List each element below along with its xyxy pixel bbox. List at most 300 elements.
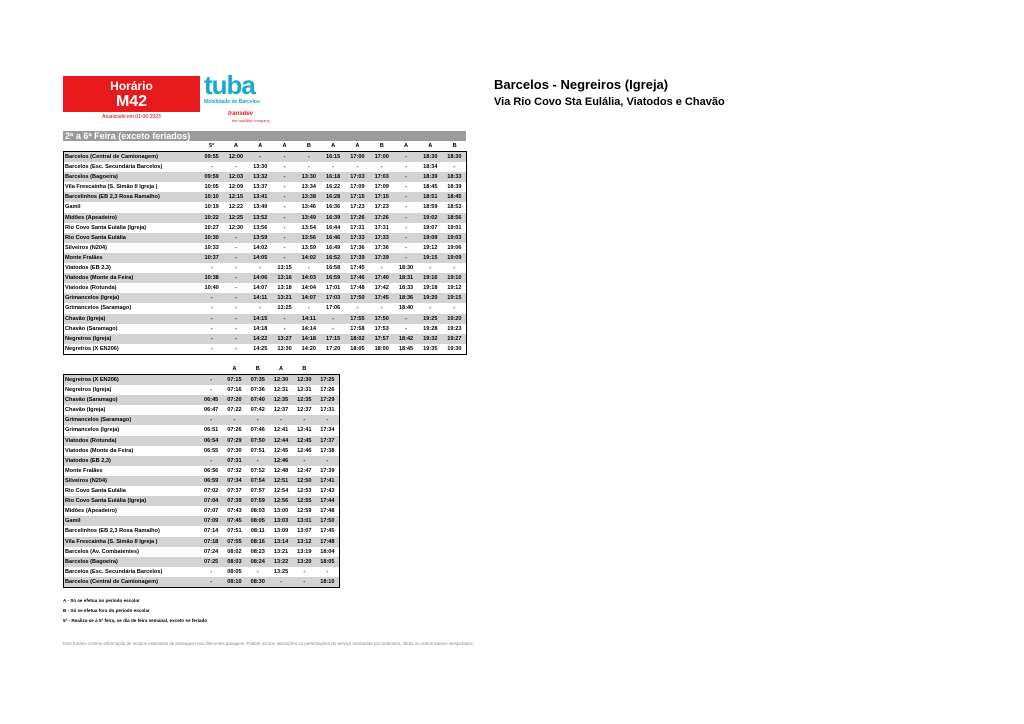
column-header: A [258, 143, 263, 149]
departure-time: 12:46 [269, 456, 292, 466]
departure-time: 17:53 [374, 325, 389, 332]
table-row [64, 567, 340, 577]
departure-time: - [210, 305, 213, 312]
departure-time: 17:58 [350, 325, 365, 332]
departure-time: - [405, 325, 407, 332]
stop-name: Monte Fralães [64, 253, 200, 263]
departure-time: 06:56 [203, 467, 219, 474]
table-row [64, 395, 340, 405]
departure-time: 07:20 [223, 395, 246, 405]
departure-time: - [356, 164, 359, 171]
departure-time: 18:30 [398, 265, 414, 272]
departure-time: - [246, 415, 269, 425]
column-header: 5ª [209, 143, 215, 149]
departure-time: 18:33 [442, 172, 466, 182]
departure-time: 14:14 [301, 325, 316, 332]
departure-time: 07:24 [203, 548, 219, 555]
table-row [64, 466, 340, 476]
departure-time: 18:45 [423, 184, 438, 191]
departure-time: 19:27 [442, 334, 466, 344]
departure-time: 07:26 [227, 427, 242, 434]
departure-time: 17:41 [316, 476, 339, 486]
departure-time: 19:18 [423, 285, 438, 292]
departure-time: 17:01 [325, 285, 341, 292]
departure-time: 18:40 [398, 305, 414, 312]
stop-name: Viatodos (EB 2,3) [65, 265, 111, 272]
departure-time: - [453, 164, 456, 171]
departure-time: 19:06 [447, 244, 462, 251]
departure-time: 13:49 [297, 213, 321, 223]
column-header [200, 365, 223, 375]
departure-time: - [293, 577, 316, 588]
column-header: B [302, 366, 307, 372]
header-spacer [64, 365, 200, 375]
departure-time: 07:04 [200, 496, 223, 506]
departure-time: 13:56 [253, 224, 268, 231]
departure-time: 19:30 [447, 345, 462, 352]
departure-time: 12:22 [228, 204, 244, 211]
stop-name: Viatodos (Monte da Feira) [64, 273, 200, 283]
departure-time: 12:45 [293, 436, 316, 446]
departure-time: - [307, 164, 310, 171]
departure-time: 12:03 [224, 172, 248, 182]
departure-time: 12:55 [293, 496, 316, 506]
departure-time: 17:06 [325, 305, 341, 312]
stop-name: Rio Covo Santa Eulália (Igreja) [64, 496, 200, 506]
table-row [64, 405, 340, 415]
departure-time: 19:01 [447, 224, 462, 231]
departure-time: 17:31 [350, 224, 365, 231]
departure-time: 16:15 [321, 152, 345, 163]
stop-name: Viatodos (Rotunda) [65, 285, 117, 292]
departure-time: 07:30 [227, 447, 242, 454]
departure-time: 18:56 [442, 213, 466, 223]
column-header [316, 365, 339, 375]
departure-time: 07:45 [223, 516, 246, 526]
departure-time: 07:02 [203, 488, 219, 495]
departure-time: 19:07 [423, 224, 438, 231]
departure-time: - [297, 152, 321, 163]
departure-time: 16:28 [321, 192, 345, 202]
table-row [64, 253, 467, 263]
departure-time: - [200, 314, 224, 324]
column-header: A [428, 143, 433, 149]
departure-time: 17:26 [370, 213, 394, 223]
departure-time: - [269, 577, 292, 588]
departure-time: - [224, 314, 248, 324]
departure-time: - [235, 325, 237, 332]
departure-time: 19:02 [418, 213, 442, 223]
stop-name: Grimancelos (Saramago) [65, 305, 132, 312]
departure-time: 07:07 [203, 508, 219, 515]
departure-time: - [405, 164, 407, 171]
table-row [64, 243, 467, 253]
departure-time: 10:40 [204, 285, 219, 292]
section-title: 2ª a 6ª Feira (exceto feriados) [63, 131, 466, 141]
departure-time: - [316, 415, 339, 425]
table-row [64, 547, 340, 557]
table-row [64, 446, 340, 456]
departure-time: 07:18 [200, 537, 223, 547]
departure-time: 12:46 [297, 447, 312, 454]
stop-name: Viatodos (Rotunda) [64, 436, 200, 446]
departure-time: - [224, 334, 248, 344]
departure-time: 12:09 [228, 184, 244, 191]
departure-time: 14:06 [248, 273, 272, 283]
departure-time: 07:51 [250, 447, 265, 454]
table-row [64, 537, 340, 547]
departure-time: - [210, 568, 213, 575]
departure-time: 17:40 [370, 273, 394, 283]
departure-time: 19:32 [418, 334, 442, 344]
departure-time: 13:54 [301, 224, 316, 231]
departure-time: 18:31 [394, 273, 418, 283]
departure-time: 18:05 [316, 557, 339, 567]
departure-time: - [326, 568, 329, 575]
departure-time: 07:14 [203, 528, 219, 535]
departure-time: - [210, 164, 213, 171]
departure-time: 07:40 [246, 395, 269, 405]
departure-time: 08:24 [246, 557, 269, 567]
departure-time: - [272, 213, 296, 223]
departure-time: 13:03 [269, 516, 292, 526]
column-header: B [255, 366, 260, 372]
departure-time: - [272, 233, 296, 243]
departure-time: 17:39 [320, 467, 335, 474]
departure-time: 08:05 [246, 516, 269, 526]
departure-time: 17:50 [316, 516, 339, 526]
departure-time: 13:37 [253, 184, 268, 191]
stop-name: Vila Frescainha (S. Simão II Igreja ) [65, 184, 158, 191]
departure-time: - [405, 224, 407, 231]
stop-name: Rio Covo Santa Eulália (Igreja) [65, 224, 147, 231]
departure-time: - [321, 314, 345, 324]
departure-time: 13:15 [277, 265, 292, 272]
departure-time: 12:51 [269, 476, 292, 486]
departure-time: 18:30 [442, 152, 466, 163]
departure-time: 19:03 [442, 233, 466, 243]
departure-time: 17:48 [350, 285, 365, 292]
departure-time: - [283, 204, 286, 211]
departure-time: 17:48 [316, 537, 339, 547]
departure-time: 17:44 [316, 496, 339, 506]
stop-name: Grimancelos (Saramago) [64, 415, 200, 425]
departure-time: - [224, 273, 248, 283]
departure-time: 19:15 [418, 253, 442, 263]
table-row [64, 324, 467, 334]
departure-time: 17:45 [320, 528, 335, 535]
departure-time: 18:30 [418, 152, 442, 163]
departure-time: - [380, 305, 383, 312]
departure-time: - [224, 233, 248, 243]
departure-time: 17:20 [325, 345, 341, 352]
departure-time: 18:02 [345, 334, 369, 344]
table-row [64, 526, 340, 536]
stop-name: Negreiros (X EN206) [65, 345, 119, 352]
table-row [64, 192, 467, 202]
departure-time: 12:35 [293, 395, 316, 405]
column-header: A [279, 366, 284, 372]
departure-time: 12:37 [297, 407, 312, 414]
table-row [64, 456, 340, 466]
departure-time: - [453, 265, 456, 272]
departure-time: 17:45 [370, 293, 394, 303]
stop-name: Chavão (Saramago) [64, 395, 200, 405]
departure-time: 14:22 [248, 334, 272, 344]
departure-time: 17:36 [350, 244, 365, 251]
departure-time: - [259, 265, 262, 272]
departure-time: 12:59 [297, 508, 312, 515]
departure-time: 12:31 [297, 387, 312, 394]
stop-name: Negreiros (Igreja) [64, 334, 200, 344]
stop-name: Chavão (Saramago) [65, 325, 118, 332]
table-row [64, 223, 467, 233]
departure-time: 07:42 [250, 407, 265, 414]
departure-time: - [272, 253, 296, 263]
departure-time: 19:10 [442, 273, 466, 283]
column-header: A [331, 143, 336, 149]
departure-time: 13:30 [277, 345, 292, 352]
departure-time: - [210, 265, 213, 272]
stop-name: Rio Covo Santa Eulália [65, 488, 126, 495]
table-row [64, 172, 467, 182]
departure-time: 10:37 [200, 253, 224, 263]
departure-time: 12:30 [269, 375, 292, 386]
departure-time: 13:41 [248, 192, 272, 202]
departure-time: - [283, 184, 286, 191]
departure-time: 13:30 [253, 164, 268, 171]
departure-time: 17:46 [345, 273, 369, 283]
table-row [64, 182, 467, 192]
table-row [64, 293, 467, 303]
departure-time: 17:50 [345, 293, 369, 303]
table-row [64, 202, 467, 212]
table-row [64, 283, 467, 293]
stop-name: Chavão (Igreja) [64, 314, 200, 324]
departure-time: 18:42 [394, 334, 418, 344]
departure-time: 16:22 [325, 184, 341, 191]
departure-time: 13:25 [277, 305, 292, 312]
departure-time: 12:45 [273, 447, 289, 454]
departure-time: 16:36 [325, 204, 341, 211]
table-row [64, 233, 467, 243]
departure-time: 19:12 [447, 285, 462, 292]
stop-name: Negreiros (X EN206) [64, 375, 200, 386]
departure-time: 14:15 [248, 314, 272, 324]
departure-time: 18:59 [423, 204, 438, 211]
column-header: B [306, 143, 311, 149]
departure-time: 17:55 [345, 314, 369, 324]
departure-time: 10:19 [204, 204, 219, 211]
departure-time: - [307, 265, 310, 272]
departure-time: 12:56 [269, 496, 292, 506]
route-number: M42 [115, 93, 148, 110]
departure-time: 13:21 [273, 548, 289, 555]
stop-name: Midões (Apeadeiro) [65, 508, 117, 515]
departure-time: 07:39 [223, 496, 246, 506]
updated-date: Atualizado em 01-06-2023 [102, 114, 161, 120]
departure-time: 13:56 [297, 233, 321, 243]
departure-time: 10:22 [200, 213, 224, 223]
departure-time: 08:23 [250, 548, 265, 555]
departure-time: - [332, 325, 335, 332]
departure-time: - [316, 456, 339, 466]
departure-time: 12:47 [297, 467, 312, 474]
departure-time: 07:55 [223, 537, 246, 547]
departure-time: 10:10 [200, 192, 224, 202]
departure-time: 09:59 [200, 172, 224, 182]
departure-time: 13:30 [297, 172, 321, 182]
table-row [64, 516, 340, 526]
departure-time: - [356, 305, 359, 312]
column-header: A [232, 366, 237, 372]
departure-time: - [272, 314, 296, 324]
departure-time: 10:38 [200, 273, 224, 283]
departure-time: - [283, 164, 286, 171]
table-row [64, 436, 340, 446]
departure-time: 18:39 [418, 172, 442, 182]
departure-time: 17:38 [320, 447, 335, 454]
departure-time: 17:03 [345, 172, 369, 182]
departure-time: 10:33 [204, 244, 219, 251]
stop-name: Silveiros (N204) [65, 244, 107, 251]
departure-time: - [429, 305, 432, 312]
departure-time: 17:39 [370, 253, 394, 263]
column-header: B [379, 143, 384, 149]
departure-time: 07:16 [227, 387, 242, 394]
departure-time: - [200, 415, 223, 425]
departure-time: 14:02 [253, 244, 268, 251]
departure-time: 13:07 [297, 528, 312, 535]
table-row [64, 557, 340, 567]
departure-time: 19:20 [442, 314, 466, 324]
stop-name: Barcelos (Av. Combatentes) [65, 548, 139, 555]
departure-time: 12:53 [297, 488, 312, 495]
departure-time: 18:05 [350, 345, 365, 352]
departure-time: 13:59 [301, 244, 316, 251]
departure-time: 12:50 [293, 476, 316, 486]
stop-name: Barcelinhos (EB 2,3 Rosa Ramalho) [64, 192, 200, 202]
departure-time: 17:09 [374, 184, 389, 191]
departure-time: 10:30 [200, 233, 224, 243]
departure-time: 16:39 [321, 213, 345, 223]
departure-time: 13:49 [253, 204, 268, 211]
departure-time: - [224, 253, 248, 263]
departure-time: 18:51 [418, 192, 442, 202]
departure-time: - [235, 164, 237, 171]
departure-time: - [235, 285, 237, 292]
departure-time: 13:34 [301, 184, 316, 191]
column-header: A [282, 143, 287, 149]
note-a: A - Só se efetua no período escolar [63, 598, 140, 603]
departure-time: 13:46 [301, 204, 316, 211]
departure-time: 17:33 [370, 233, 394, 243]
departure-time: - [272, 172, 296, 182]
departure-time: 14:11 [248, 293, 272, 303]
departure-time: - [307, 305, 310, 312]
departure-time: - [394, 253, 418, 263]
departure-time: - [283, 224, 286, 231]
stop-name: Grimancelos (Igreja) [65, 427, 120, 434]
departure-time: 19:09 [442, 253, 466, 263]
departure-time: 18:04 [320, 548, 335, 555]
departure-time: 12:31 [273, 387, 289, 394]
departure-time: 19:23 [447, 325, 462, 332]
outbound-timetable [63, 142, 467, 355]
departure-time: - [293, 415, 316, 425]
departure-time: 17:29 [316, 395, 339, 405]
departure-time: 17:31 [320, 407, 335, 414]
transdev-logo: transdev [228, 111, 254, 117]
departure-time: 17:00 [370, 152, 394, 163]
departure-time: 17:23 [374, 204, 389, 211]
departure-time: 17:23 [350, 204, 365, 211]
departure-time: 17:45 [350, 265, 365, 272]
departure-time: 12:41 [273, 427, 289, 434]
departure-time: 17:34 [320, 427, 335, 434]
departure-time: 06:47 [203, 407, 219, 414]
departure-time: 13:19 [297, 548, 312, 555]
table-row [64, 344, 467, 355]
departure-time: 16:46 [321, 233, 345, 243]
departure-time: 12:44 [269, 436, 292, 446]
departure-time: 13:25 [273, 568, 289, 575]
stop-name: Vila Frescainha (S. Simão II Igreja ) [64, 537, 200, 547]
departure-time: 14:18 [297, 334, 321, 344]
departure-time: 08:05 [227, 568, 242, 575]
departure-time: 16:44 [325, 224, 341, 231]
departure-time: - [210, 325, 213, 332]
departure-time: 07:31 [223, 456, 246, 466]
departure-time: - [394, 213, 418, 223]
departure-time: 07:51 [227, 528, 242, 535]
column-header: A [233, 143, 238, 149]
departure-time: 07:52 [250, 467, 265, 474]
departure-time: 12:15 [224, 192, 248, 202]
departure-time: 14:11 [297, 314, 321, 324]
departure-time: - [405, 184, 407, 191]
departure-time: 17:42 [374, 285, 389, 292]
departure-time: 14:25 [253, 345, 268, 352]
departure-time: - [283, 244, 286, 251]
departure-time: 18:36 [394, 293, 418, 303]
departure-time: 13:01 [293, 516, 316, 526]
departure-time: 07:22 [227, 407, 242, 414]
tuba-logo: tuba [204, 70, 255, 100]
departure-time: 16:52 [321, 253, 345, 263]
stop-name: Silveiros (N204) [64, 476, 200, 486]
departure-time: 14:04 [301, 285, 316, 292]
table-row [64, 425, 340, 435]
stop-name: Barcelos (Central de Camionagem) [64, 152, 200, 163]
departure-time: - [224, 293, 248, 303]
departure-time: - [429, 265, 432, 272]
departure-time: 12:54 [273, 488, 289, 495]
departure-time: 17:57 [370, 334, 394, 344]
departure-time: - [394, 152, 418, 163]
departure-time: 17:26 [345, 213, 369, 223]
departure-time: 10:27 [204, 224, 219, 231]
schedule-badge [63, 76, 200, 112]
table-row [64, 375, 340, 386]
departure-time: 06:45 [200, 395, 223, 405]
note-5: 5ª - Realiza-se à 5ª feira, se dia de feira semanal, exceto se feriado [63, 618, 208, 623]
route-title: Barcelos - Negreiros (Igreja) [494, 77, 669, 92]
departure-time: 07:57 [250, 488, 265, 495]
departure-time: - [235, 305, 237, 312]
departure-time: 17:00 [345, 152, 369, 163]
table-row [64, 303, 467, 313]
